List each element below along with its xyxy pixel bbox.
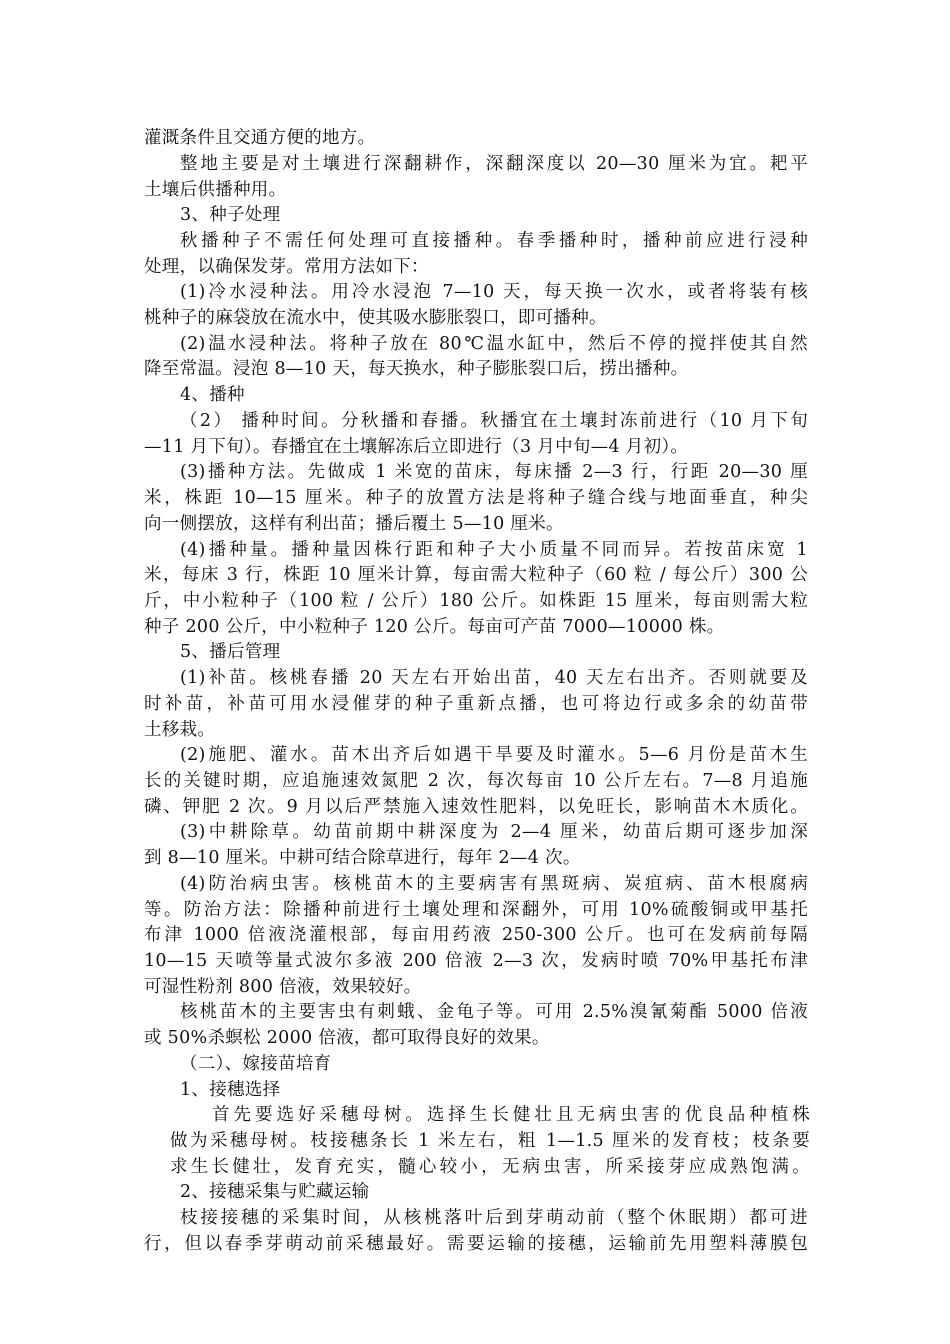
text-line: 到 8—10 厘米。中耕可结合除草进行，每年 2—4 次。	[144, 848, 581, 868]
text-line: 时补苗，补苗可用水浸催芽的种子重新点播，也可将边行或多余的幼苗带	[144, 694, 808, 714]
text-line: 等。防治方法：除播种前进行土壤处理和深翻外，可用 10%硫酸铜或甲基托	[144, 900, 808, 920]
text-line: 整地主要是对土壤进行深翻耕作，深翻深度以 20—30 厘米为宜。耙平	[180, 154, 808, 174]
text-line: 向一侧摆放，这样有利出苗；播后覆土 5—10 厘米。	[144, 514, 564, 534]
text-line: 米，株距 10—15 厘米。种子的放置方法是将种子缝合线与地面垂直，种尖	[144, 488, 808, 508]
text-line: 枝接接穗的采集时间，从核桃落叶后到芽萌动前（整个休眠期）都可进	[180, 1208, 808, 1228]
text-line: 行，但以春季芽萌动前采穗最好。需要运输的接穗，运输前先用塑料薄膜包	[144, 1234, 808, 1254]
text-line: —11 月下旬）。春播宜在土壤解冻后立即进行（3 月中旬—4 月初）。	[144, 437, 689, 457]
text-line: 降至常温。浸泡 8—10 天，每天换水，种子膨胀裂口后，捞出播种。	[144, 359, 689, 379]
text-line: 10—15 天喷等量式波尔多液 200 倍液 2—3 次，发病时喷 70%甲基托布津	[144, 951, 808, 971]
section-heading: （二）、嫁接苗培育	[180, 1054, 332, 1074]
text-line: (2)温水浸种法。将种子放在 80℃温水缸中，然后不停的搅拌使其自然	[180, 334, 808, 354]
section-heading: 5、播后管理	[180, 642, 281, 662]
text-line: 求生长健壮，发育充实，髓心较小，无病虫害，所采接芽应成熟饱满。	[170, 1157, 810, 1177]
text-line: （2） 播种时间。分秋播和春播。秋播宜在土壤封冻前进行（10 月下旬	[180, 411, 808, 431]
section-heading: 3、种子处理	[180, 205, 281, 225]
section-heading: 1、接穗选择	[180, 1080, 281, 1100]
section-heading: 4、播种	[180, 385, 245, 405]
text-line: (4)播种量。播种量因株行距和种子大小质量不同而异。若按苗床宽 1	[180, 540, 808, 560]
text-line: (1)冷水浸种法。用冷水浸泡 7—10 天，每天换一次水，或者将装有核	[180, 282, 808, 302]
text-line: 处理，以确保发芽。常用方法如下：	[144, 257, 429, 277]
text-line: (2)施肥、灌水。苗木出齐后如遇干旱要及时灌水。5—6 月份是苗木生	[180, 745, 808, 765]
text-line: 秋播种子不需任何处理可直接播种。春季播种时，播种前应进行浸种	[180, 231, 808, 251]
text-line: 土移栽。	[144, 720, 216, 740]
text-line: 布津 1000 倍液浇灌根部，每亩用药液 250-300 公斤。也可在发病前每隔	[144, 925, 808, 945]
text-line: 种子 200 公斤，中小粒种子 120 公斤。每亩可产苗 7000—10000 株。	[144, 617, 725, 637]
text-line: (4)防治病虫害。核桃苗木的主要病害有黑斑病、炭疽病、苗木根腐病	[180, 874, 808, 894]
text-line: 首先要选好采穗母树。选择生长健壮且无病虫害的优良品种植株	[212, 1105, 810, 1125]
text-line: 长的关键时期，应追施速效氮肥 2 次，每次每亩 10 公斤左右。7—8 月追施	[144, 771, 808, 791]
text-line: (1)补苗。核桃春播 20 天左右开始出苗，40 天左右出齐。否则就要及	[180, 668, 808, 688]
text-line: 灌溉条件且交通方便的地方。	[144, 128, 376, 148]
text-line: 可湿性粉剂 800 倍液，效果较好。	[144, 977, 422, 997]
section-heading: 2、接穗采集与贮藏运输	[180, 1182, 370, 1202]
text-line: 做为采穗母树。枝接穗条长 1 米左右，粗 1—1.5 厘米的发育枝；枝条要	[170, 1131, 810, 1151]
text-line: 或 50%杀螟松 2000 倍液，都可取得良好的效果。	[144, 1028, 550, 1048]
text-line: (3)中耕除草。幼苗前期中耕深度为 2—4 厘米，幼苗后期可逐步加深	[180, 822, 808, 842]
text-line: 米，每床 3 行，株距 10 厘米计算，每亩需大粒种子（60 粒 / 每公斤）300 公	[144, 565, 808, 585]
text-line: 土壤后供播种用。	[144, 180, 287, 200]
text-line: 斤，中小粒种子（100 粒 / 公斤）180 公斤。如株距 15 厘米，每亩则需大粒	[144, 591, 808, 611]
text-line: (3)播种方法。先做成 1 米宽的苗床，每床播 2—3 行，行距 20—30 厘	[180, 462, 808, 482]
text-line: 核桃苗木的主要害虫有刺蛾、金龟子等。可用 2.5%溴氰菊酯 5000 倍液	[180, 1002, 808, 1022]
text-line: 桃种子的麻袋放在流水中，使其吸水膨胀裂口，即可播种。	[144, 308, 607, 328]
text-line: 磷、钾肥 2 次。9 月以后严禁施入速效性肥料，以免旺长，影响苗木木质化。	[144, 797, 808, 817]
